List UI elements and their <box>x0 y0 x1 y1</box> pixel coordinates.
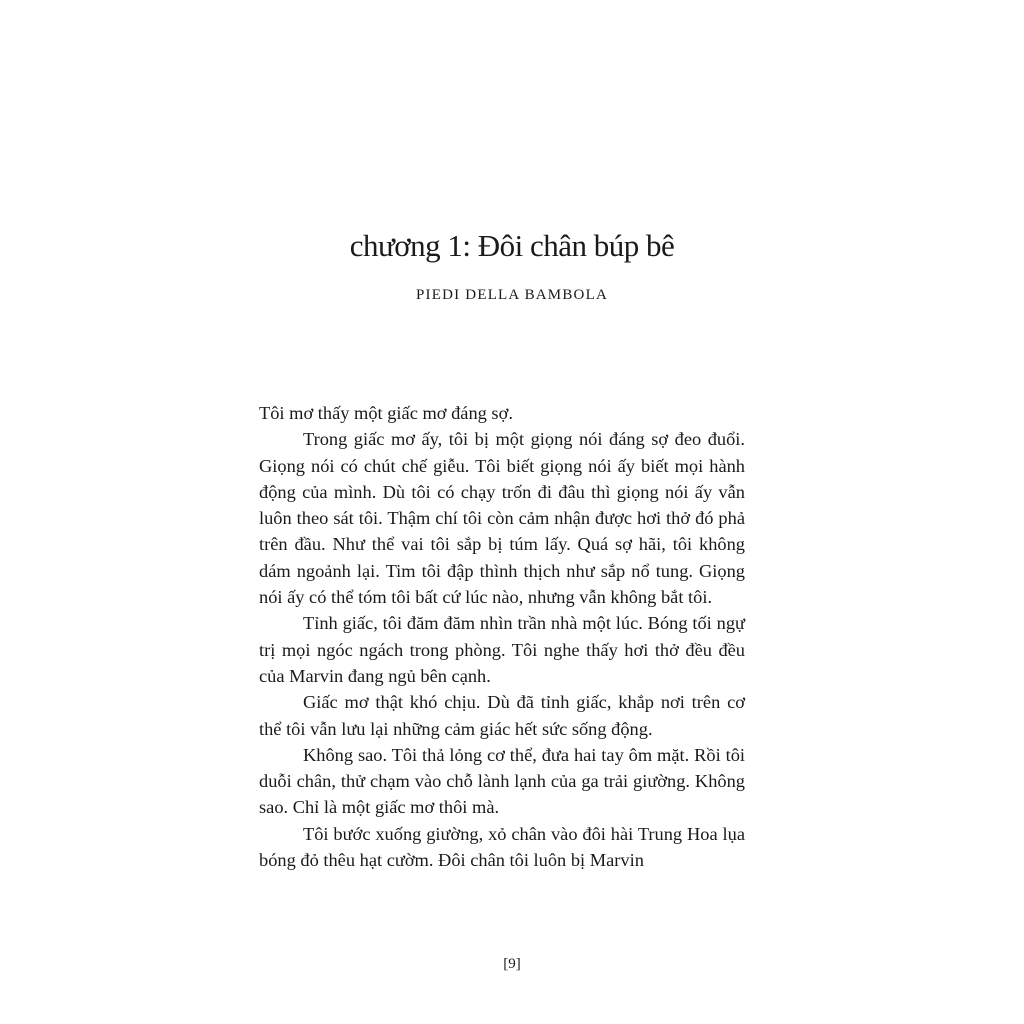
paragraph: Tôi bước xuống giường, xỏ chân vào đôi hài Trung Hoa lụa bóng đỏ thêu hạt cườm. Đôi chân tôi luôn bị Marvin <box>259 823 745 871</box>
paragraph: Tôi mơ thấy một giấc mơ đáng sợ. <box>259 403 513 423</box>
page-number: [9] <box>503 956 521 972</box>
chapter-title: chương 1: Đôi chân búp bê <box>349 228 675 263</box>
chapter-subtitle: PIEDI DELLA BAMBOLA <box>416 287 608 303</box>
paragraph: Tỉnh giấc, tôi đăm đăm nhìn trần nhà một lúc. Bóng tối ngự trị mọi ngóc ngách trong phòng. Tôi nghe thấy hơi thở đều đều của Marvin đang ngủ bên cạnh. <box>259 613 745 686</box>
paragraph: Giấc mơ thật khó chịu. Dù đã tỉnh giấc, khắp nơi trên cơ thể tôi vẫn lưu lại những cảm giác hết sức sống động. <box>259 692 745 739</box>
chapter-body <box>259 400 745 873</box>
paragraph: Không sao. Tôi thả lỏng cơ thể, đưa hai tay ôm mặt. Rồi tôi duỗi chân, thử chạm vào chỗ lành lạnh của ga trải giường. Không sao. Chỉ là một giấc mơ thôi mà. <box>259 744 745 818</box>
paragraph: Trong giấc mơ ấy, tôi bị một giọng nói đáng sợ đeo đuổi. Giọng nói có chút chế giễu. Tôi biết giọng nói ấy biết mọi hành động của mình. Dù tôi có chạy trốn đi đâu thì giọng nói ấy vẫn luôn theo sát tôi. Thậm chí tôi còn cảm nhận được hơi thở đó phả trên đầu. Như thể vai tôi sắp bị túm lấy. Quá sợ hãi, tôi không dám ngoảnh lại. Tim tôi đập thình thịch như sắp nổ tung. Giọng nói ấy có thể tóm tôi bất cứ lúc nào, nhưng vẫn không bắt tôi. <box>259 429 745 608</box>
